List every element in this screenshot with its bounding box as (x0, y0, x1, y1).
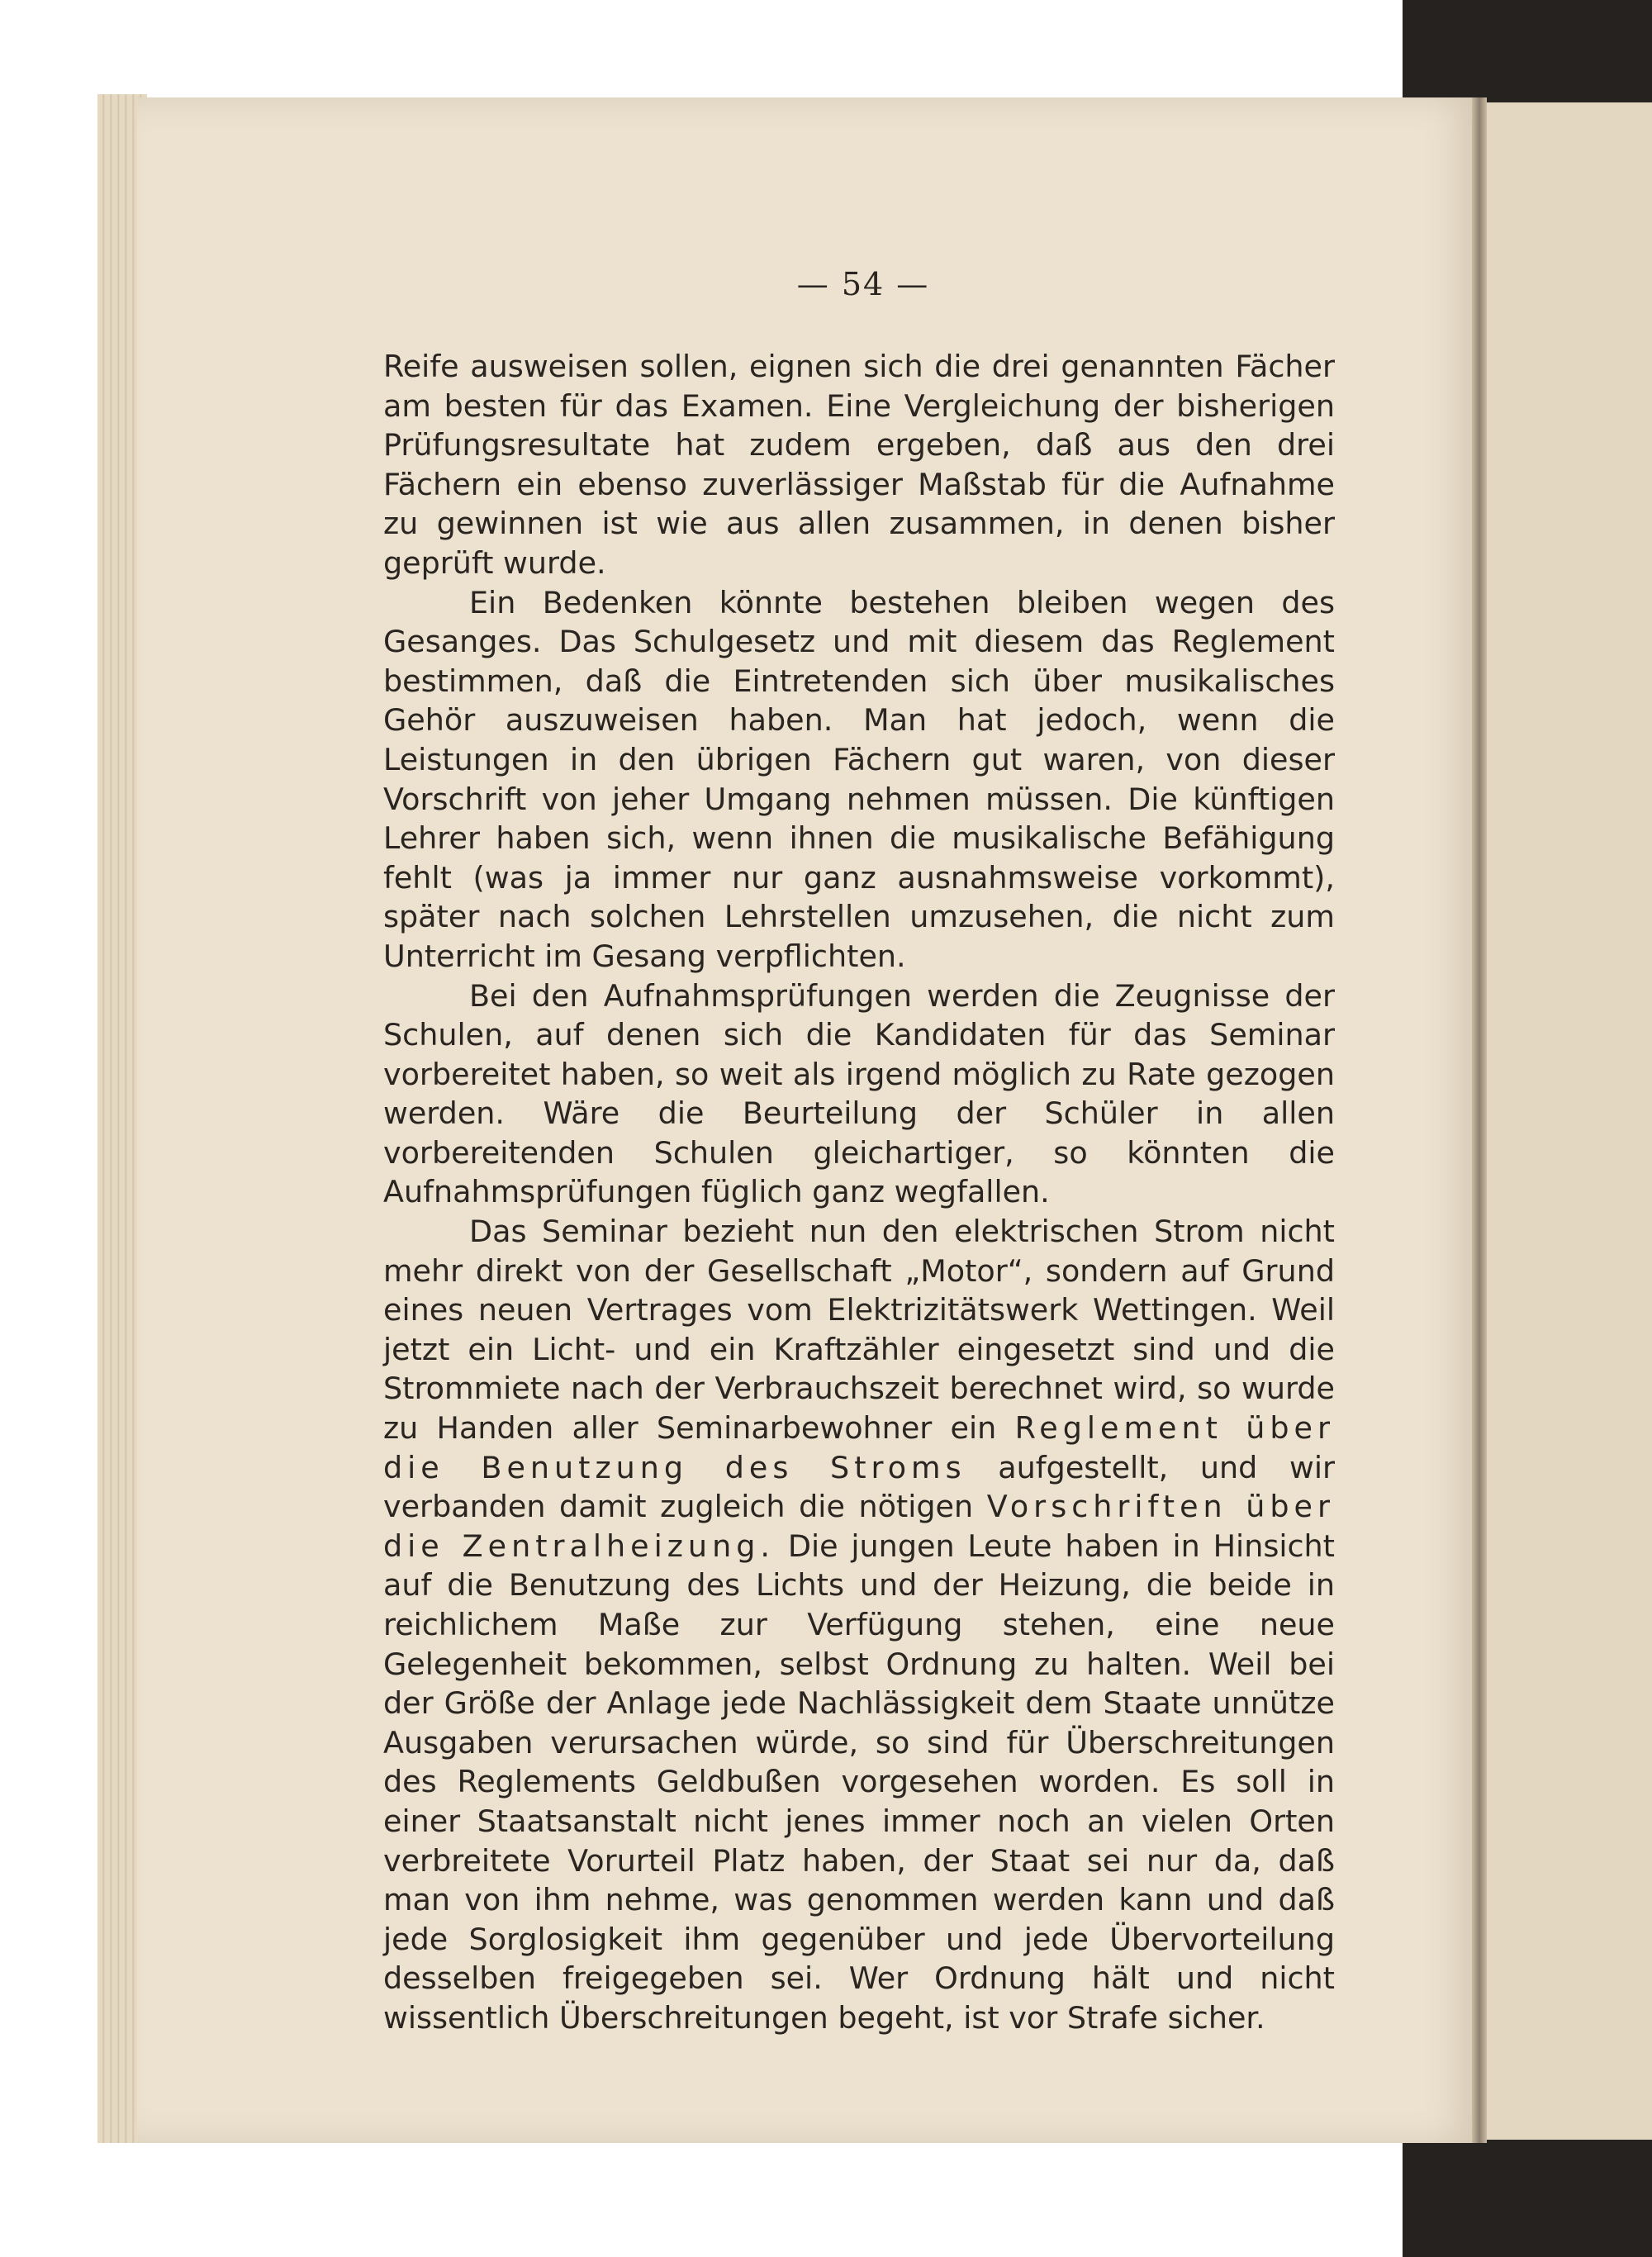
scan-background-left (0, 0, 97, 2257)
facing-page-edge (1482, 102, 1652, 2140)
paragraph-1: Reife ausweisen sollen, eignen sich die drei genannten Fächer am besten für das Examen. Eine Vergleichung der bisherigen Prüfungsresultate hat zudem ergeben, daß aus den drei Fächern ein ebenso zuverlässiger Maßstab für die Aufnahme zu gewinnen ist wie aus allen zusammen, in denen bisher geprüft wurde. (383, 349, 1335, 581)
paragraph-3: Bei den Aufnahmsprüfungen werden die Zeugnisse der Schulen, auf denen sich die Kandidaten für das Seminar vorbereitet haben, so weit als irgend möglich zu Rate gezogen werden. Wäre die Beurteilung der Schüler in allen vorbereitenden Schulen gleichartiger, so könnten die Aufnahmsprüfungen füglich ganz wegfallen. (383, 977, 1335, 1210)
paragraph-4 (383, 1212, 1335, 2037)
book-gutter (1472, 97, 1487, 2143)
body-text (383, 347, 1335, 2038)
paragraph-4-part-1: Das Seminar bezieht nun den elektrischen Strom nicht mehr direkt von der Gesellschaft „Motor“, sondern auf Grund eines neuen Vertrages vom Elektrizitätswerk Wettingen. Weil jetzt ein Licht- und ein Kraftzähler eingesetzt sind und die Strommiete nach der Verbrauchszeit berechnet wird, so wurde zu Handen aller Seminarbewohner ein (383, 1214, 1335, 1447)
page-number: — 54 — (796, 266, 930, 302)
scan-background-bottom (0, 2140, 1403, 2257)
emphasis-vorschriften: Vorschriften über die Zentralheizung. (383, 1489, 1335, 1564)
paragraph-2: Ein Bedenken könnte bestehen bleiben wegen des Gesanges. Das Schulgesetz und mit diesem das Reglement bestimmen, daß die Eintretenden sich über musikalisches Gehör auszuweisen haben. Man hat jedoch, wenn die Leistungen in den übrigen Fächern gut waren, von dieser Vorschrift von jeher Umgang nehmen müssen. Die künftigen Lehrer haben sich, wenn ihnen die musikalische Befähigung fehlt (was ja immer nur ganz ausnahmsweise vorkommt), später nach solchen Lehrstellen umzusehen, die nicht zum Unterricht im Gesang verpflichten. (383, 584, 1335, 974)
scan-background-top (0, 0, 1403, 99)
emphasis-reglement: Reglement über die Benutzung des Stroms (383, 1410, 1335, 1485)
paragraph-4-part-2: aufgestellt, und wir verbanden damit zugleich die nötigen (383, 1449, 1335, 1525)
paragraph-4-part-3: Die jungen Leute haben in Hinsicht auf die Benutzung des Lichts und der Heizung, die beide in reichlichem Maße zur Verfügung stehen, eine neue Gelegenheit bekommen, selbst Ordnung zu halten. Weil bei der Größe der Anlage jede Nachlässigkeit dem Staate unnütze Ausgaben verursachen würde, so sind für Überschreitungen des Reglements Geldbußen vorgesehen worden. Es soll in einer Staatsanstalt nicht jenes immer noch an vielen Orten verbreitete Vorurteil Platz haben, der Staat sei nur da, daß man von ihm nehme, was genommen werden kann und daß jede Sorglosigkeit ihm gegenüber und jede Übervorteilung desselben freigegeben sei. Wer Ordnung hält und nicht wissentlich Überschreitungen begeht, ist vor Strafe sicher. (383, 1528, 1335, 2036)
